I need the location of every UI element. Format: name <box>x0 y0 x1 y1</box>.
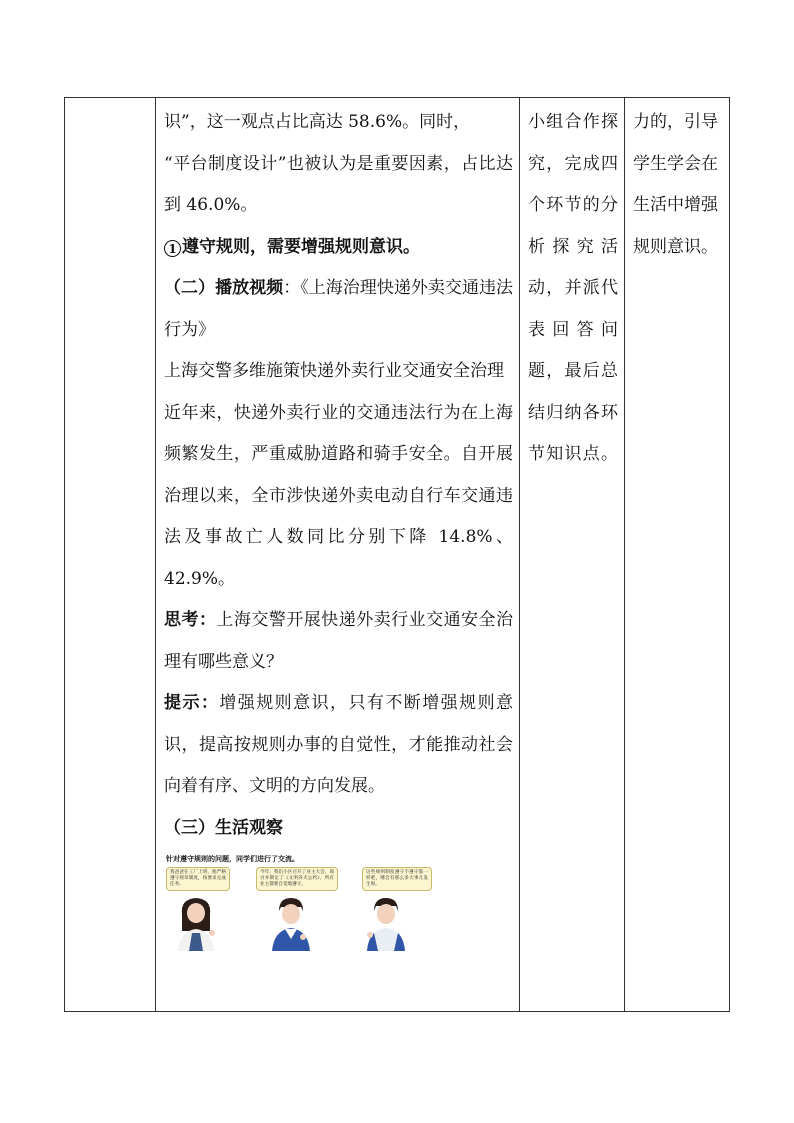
discussion-illustration <box>164 853 434 951</box>
girl-student-figure <box>174 893 218 951</box>
observation-heading: （三）生活观察 <box>164 817 283 838</box>
paragraph-survey-1: 识”，这一观点占比高达 58.6%。同时， <box>164 112 471 132</box>
paragraph-survey-2: “平台制度设计”也被认为是重要因素，占比达到 46.0%。 <box>164 153 513 215</box>
circled-number: 1 <box>164 240 181 257</box>
boy-student-figure-1 <box>269 893 313 951</box>
speech-bubble-3: 这些规则制度遵守不遵守都一样吧，哪会有那么多大事儿发生呀。 <box>362 867 432 891</box>
lesson-plan-table <box>64 97 730 1012</box>
hint-paragraph: 提示：增强规则意识，只有不断增强规则意识，提高按规则办事的自觉性，才能推动社会向着有序、文明的方向发展。 <box>164 693 514 796</box>
student-activity-text: 小组合作探究，完成四个环节的分析探究活动，并派代表回答问题，最后总结归纳各环节知识点。 <box>528 112 618 464</box>
empty-cell <box>65 98 156 1012</box>
speech-bubble-2: 今年，我们小区召开了业主大会，商讨并制定了《文明养犬公约》，所有业主都要自觉地遵守。 <box>256 867 338 891</box>
news-title: 上海交警多维施策快递外卖行业交通安全治理 <box>164 361 504 381</box>
video-heading: （二）播放视频：《上海治理快递外卖交通违法行为》 <box>164 278 514 340</box>
point-heading: 1 遵守规则，需要增强规则意识。 <box>164 227 513 269</box>
design-intent-cell <box>625 98 730 1012</box>
illustration-caption: 针对遵守规则的问题，同学们进行了交流。 <box>166 855 299 863</box>
news-body: 近年来，快递外卖行业的交通违法行为在上海频繁发生，严重威胁道路和骑手安全。自开展治理以来，全市涉快递外卖电动自行车交通违法及事故亡人数同比分别下降 14.8%、42.9%。 <box>164 402 513 589</box>
student-activity-cell <box>520 98 625 1012</box>
activity-content-cell <box>156 98 520 1012</box>
design-intent-text: 力的，引导学生学会在生活中增强规则意识。 <box>633 112 718 257</box>
speech-bubble-1: 我爸爸在工厂上班，他严格遵守规章制度，按要求完成任务。 <box>166 867 230 891</box>
question-paragraph: 思考：上海交警开展快递外卖行业交通安全治理有哪些意义？ <box>164 610 514 672</box>
boy-student-figure-2 <box>364 893 408 951</box>
